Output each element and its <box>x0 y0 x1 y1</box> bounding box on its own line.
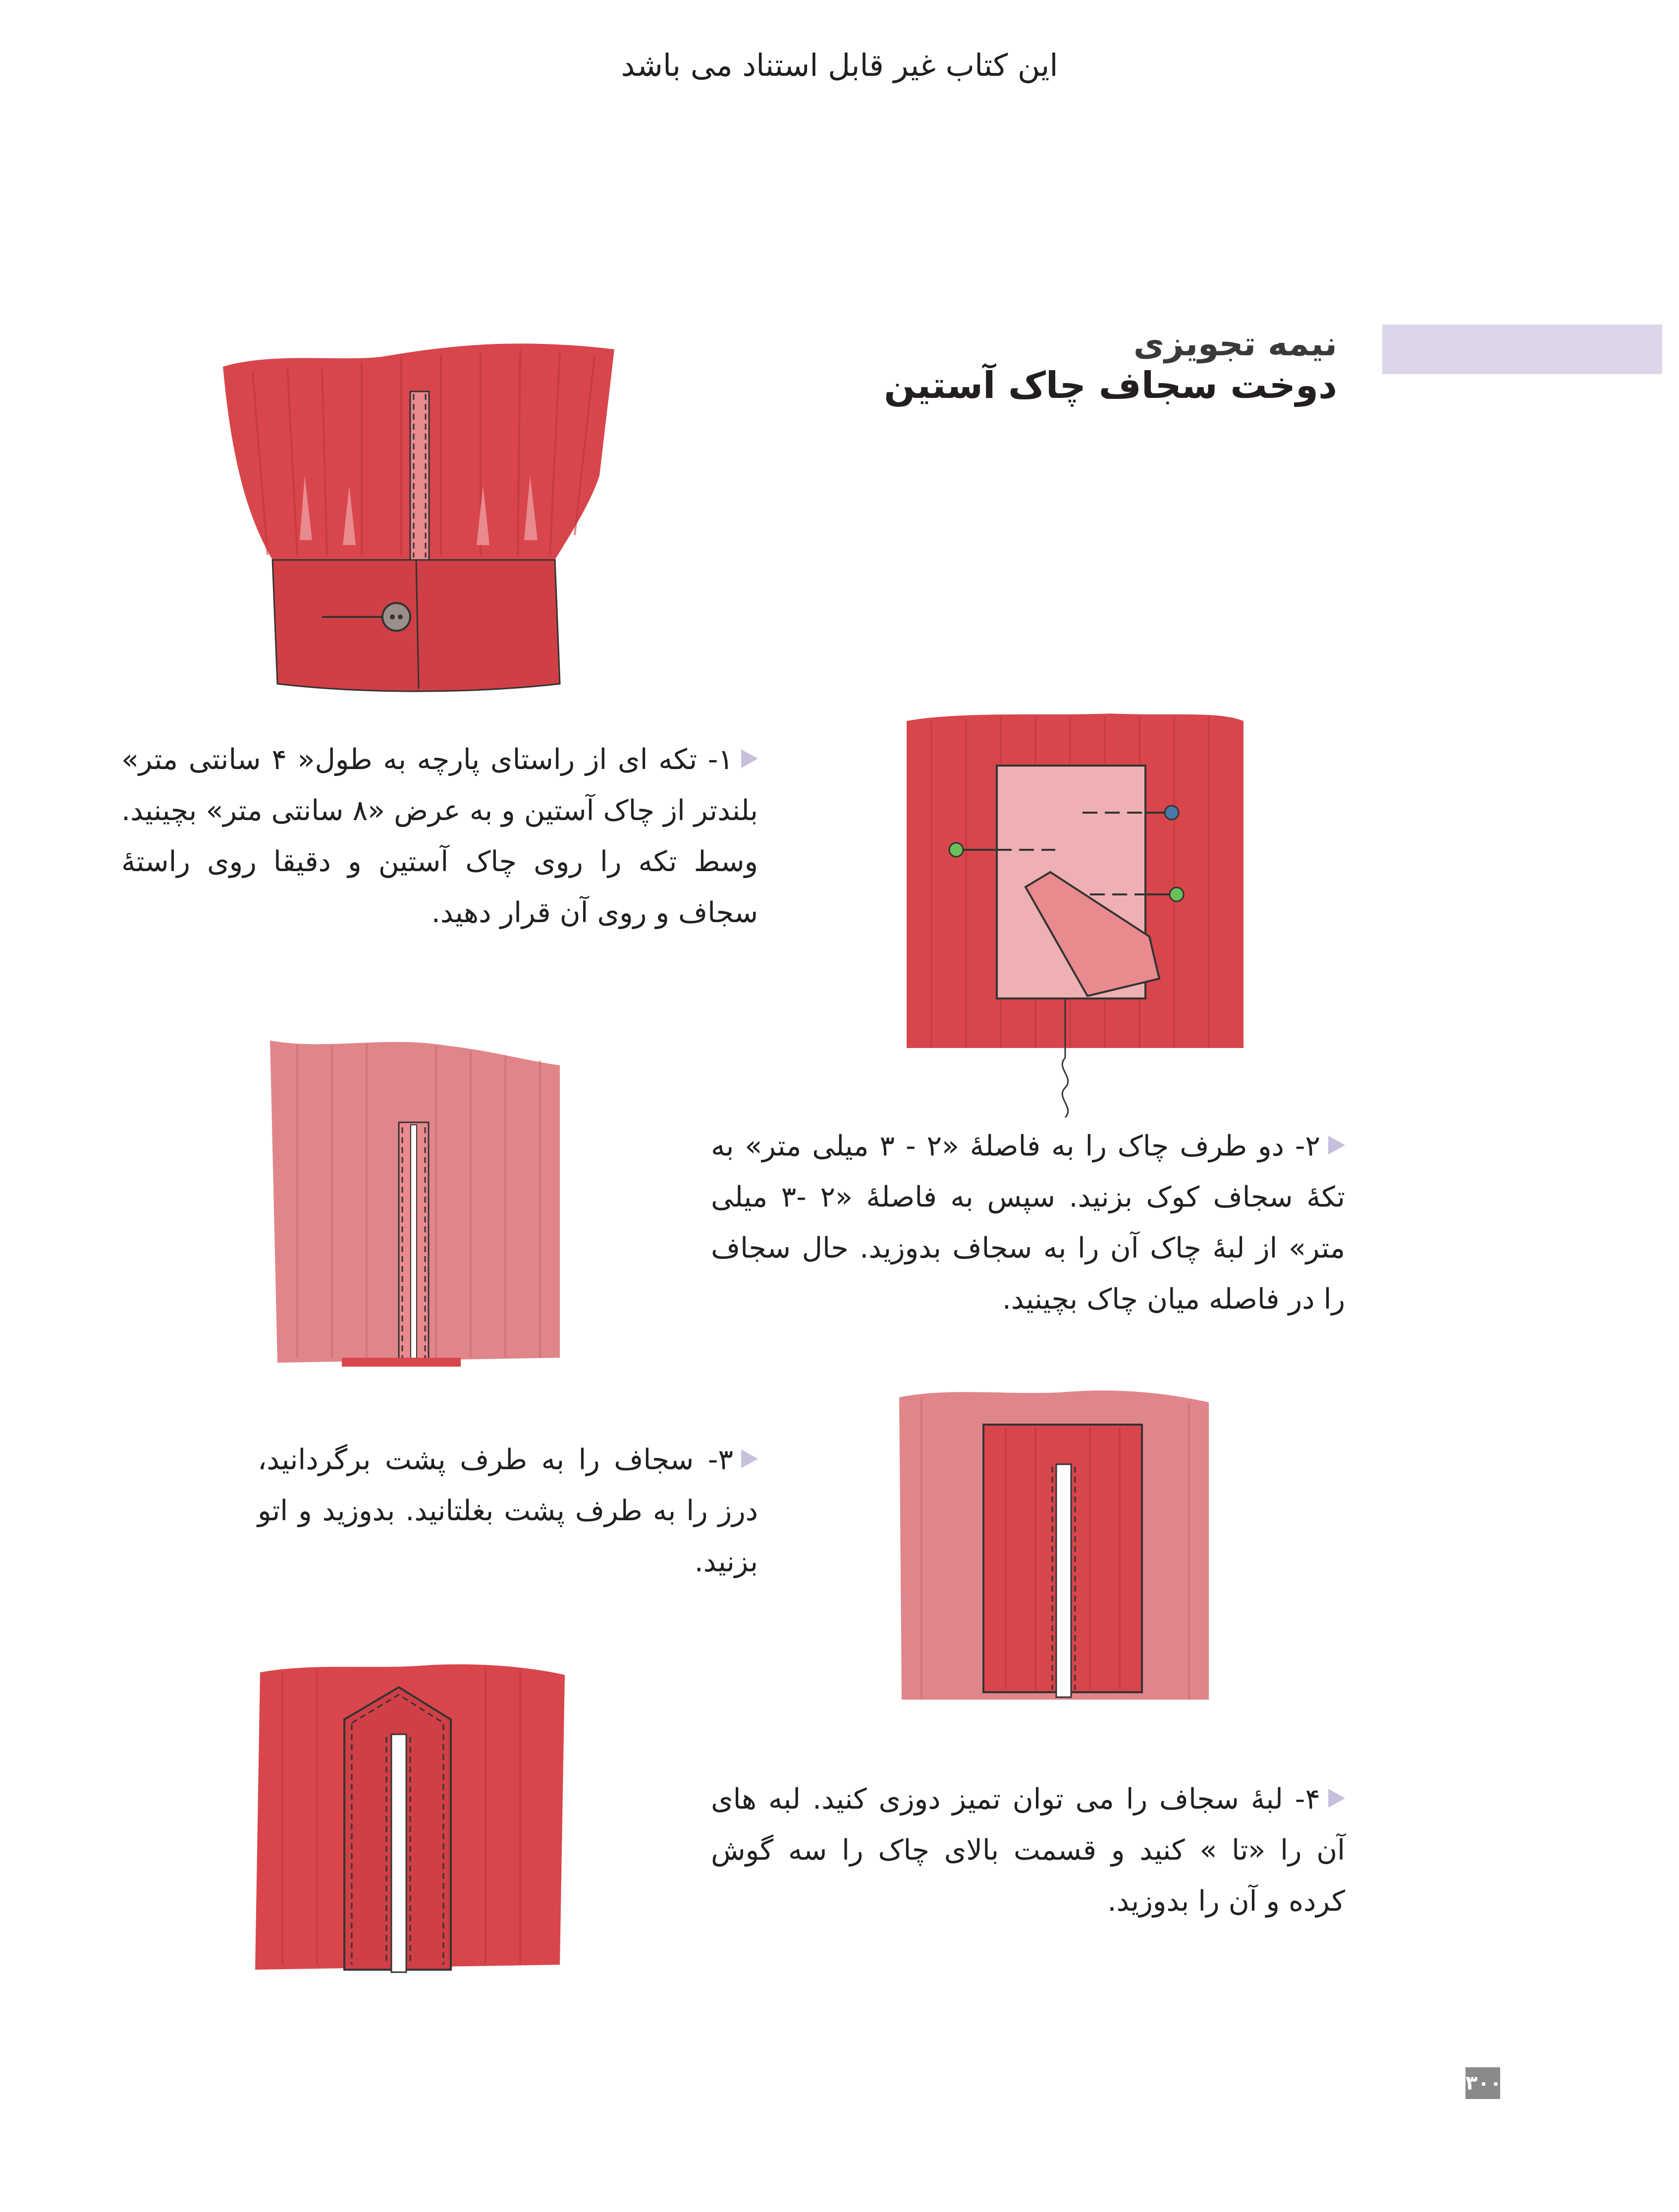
bullet-arrow-icon <box>741 749 758 768</box>
sleeve-cuff-illustration <box>213 327 624 694</box>
stitched-placket-illustration <box>268 1031 565 1368</box>
facing-placement-illustration <box>902 701 1248 1117</box>
section-heading <box>884 325 1337 407</box>
step-3-text <box>258 1435 758 1588</box>
header-note: این کتاب غیر قابل استناد می باشد <box>621 47 1058 83</box>
step-1-label: ۱- تکه ای از راستای پارچه به طول« ۴ سانتی متر» بلندتر از چاک آستین و به عرض «۸ سانتی متر» بچینید. وسط تکه را روی چاک آستین و دقیقا روی راستهٔ سجاف و روی آن قرار دهید. <box>121 743 758 929</box>
step-1-text <box>121 734 758 939</box>
section-subtitle: نیمه تجویزی <box>1133 325 1337 364</box>
bullet-arrow-icon <box>1328 1789 1345 1808</box>
step-4-label: ۴- لبهٔ سجاف را می توان تمیز دوزی کنید. لبه های آن را «تا » کنید و قسمت بالای چاک را سه گوش کرده و آن را بدوزید. <box>711 1783 1345 1918</box>
bullet-arrow-icon <box>1328 1136 1345 1155</box>
step-2-text <box>711 1121 1345 1325</box>
finished-placket-illustration <box>253 1653 570 1975</box>
turned-facing-illustration <box>897 1378 1214 1705</box>
step-2-label: ۲- دو طرف چاک را به فاصلهٔ «۲ - ۳ میلی متر» به تکهٔ سجاف کوک بزنید. سپس به فاصلهٔ «۲ -۳ میلی متر» از لبهٔ چاک آن را به سجاف بدوزید. حال سجاف را در فاصله میان چاک بچینید. <box>711 1130 1345 1316</box>
bullet-arrow-icon <box>741 1449 758 1468</box>
step-3-label: ۳- سجاف را به طرف پشت برگردانید، درز را به طرف پشت بغلتانید. بدوزید و اتو بزنید. <box>258 1443 758 1578</box>
section-title: دوخت سجاف چاک آستین <box>884 364 1337 407</box>
step-4-text <box>711 1774 1345 1927</box>
section-accent-bar <box>1382 325 1662 374</box>
page-number: ۳۰۰ <box>1465 2067 1500 2099</box>
